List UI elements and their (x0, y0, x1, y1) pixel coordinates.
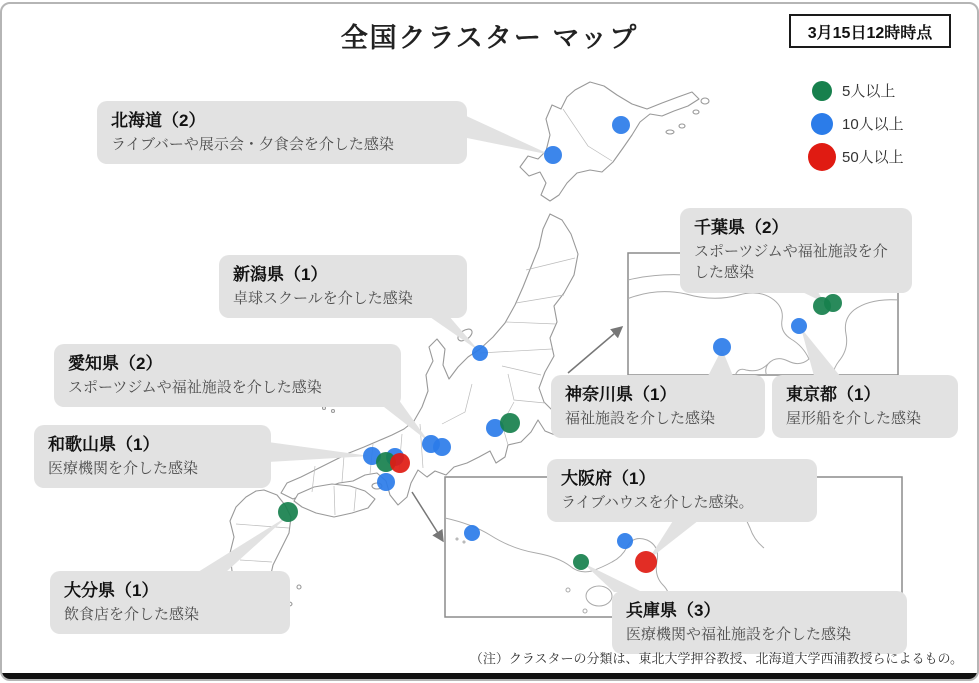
cluster-dot-blue (377, 473, 395, 491)
callout-desc: スポーツジムや福祉施設を介した感染 (694, 242, 888, 282)
island (693, 110, 699, 114)
callout-aichi (54, 344, 401, 407)
bottom-bar (2, 673, 977, 679)
footnote: （注）クラスターの分類は、東北大学押谷教授、北海道大学西浦教授らによるもの。 (469, 651, 963, 666)
callout-desc: 飲食店を介した感染 (64, 605, 200, 623)
callout-wakayama (34, 425, 271, 488)
page-title: 全国クラスター マップ (340, 23, 639, 53)
legend-label: 50人以上 (842, 149, 904, 166)
island (297, 585, 301, 589)
callout-kanagawa (551, 375, 765, 438)
cluster-dot-green (278, 502, 298, 522)
cluster-dot-green (573, 554, 589, 570)
cluster-dot-blue (472, 345, 488, 361)
leader-hokkaido (462, 114, 551, 155)
legend-label: 5人以上 (842, 83, 896, 100)
arrow-to-kansai-inset (412, 492, 443, 541)
cluster-dot-green (500, 413, 520, 433)
cluster-dot-blue (617, 533, 633, 549)
island (332, 410, 335, 413)
legend-item-10plus (802, 107, 972, 140)
red-dot-icon (808, 143, 836, 171)
callout-title: 千葉県（2） (694, 218, 789, 237)
callout-desc: 卓球スクールを介した感染 (233, 289, 413, 307)
callout-desc: ライブバーや展示会・夕食会を介した感染 (111, 135, 394, 153)
cluster-dot-green (824, 294, 842, 312)
callout-title: 和歌山県（1） (48, 435, 160, 454)
callout-desc: スポーツジムや福祉施設を介した感染 (68, 378, 322, 396)
cluster-dot-blue (713, 338, 731, 356)
hokkaido-outline (520, 82, 699, 201)
callout-title: 大阪府（1） (561, 469, 656, 488)
callout-title: 神奈川県（1） (565, 385, 677, 404)
cluster-dot-red (635, 551, 657, 573)
callout-chiba (680, 208, 912, 293)
island (679, 124, 685, 128)
callout-osaka (547, 459, 817, 522)
callout-desc: 屋形船を介した感染 (786, 409, 922, 427)
legend (802, 74, 972, 173)
cluster-dot-blue (544, 146, 562, 164)
callout-niigata (219, 255, 467, 318)
callout-title: 兵庫県（3） (626, 601, 721, 620)
island (666, 130, 674, 134)
callout-desc: 医療機関を介した感染 (48, 459, 199, 477)
cluster-dot-blue (464, 525, 480, 541)
cluster-dot-red (390, 453, 410, 473)
legend-label: 10人以上 (842, 116, 904, 133)
cluster-dot-blue (612, 116, 630, 134)
callout-title: 新潟県（1） (233, 265, 328, 284)
callout-title: 東京都（1） (786, 385, 881, 404)
callout-oita (50, 571, 290, 634)
legend-item-5plus (802, 74, 972, 107)
callout-title: 北海道（2） (111, 111, 206, 130)
callout-tokyo (772, 375, 958, 438)
callout-desc: 福祉施設を介した感染 (565, 409, 716, 427)
legend-item-50plus (802, 140, 972, 173)
callout-hyogo (612, 591, 907, 654)
infographic-page (0, 2, 979, 681)
arrow-to-tokyo-inset (568, 327, 622, 373)
callout-desc: ライブハウスを介した感染。 (561, 493, 754, 511)
callout-title: 大分県（1） (64, 581, 159, 600)
cluster-dot-blue (791, 318, 807, 334)
callout-desc: 医療機関や福祉施設を介した感染 (626, 625, 852, 643)
callout-title: 愛知県（2） (68, 354, 163, 373)
cluster-dot-blue (433, 438, 451, 456)
date-box: 3月15日12時時点 (789, 14, 951, 48)
green-dot-icon (812, 81, 832, 101)
blue-dot-icon (811, 113, 833, 135)
island (701, 98, 709, 104)
callout-hokkaido (97, 101, 467, 164)
